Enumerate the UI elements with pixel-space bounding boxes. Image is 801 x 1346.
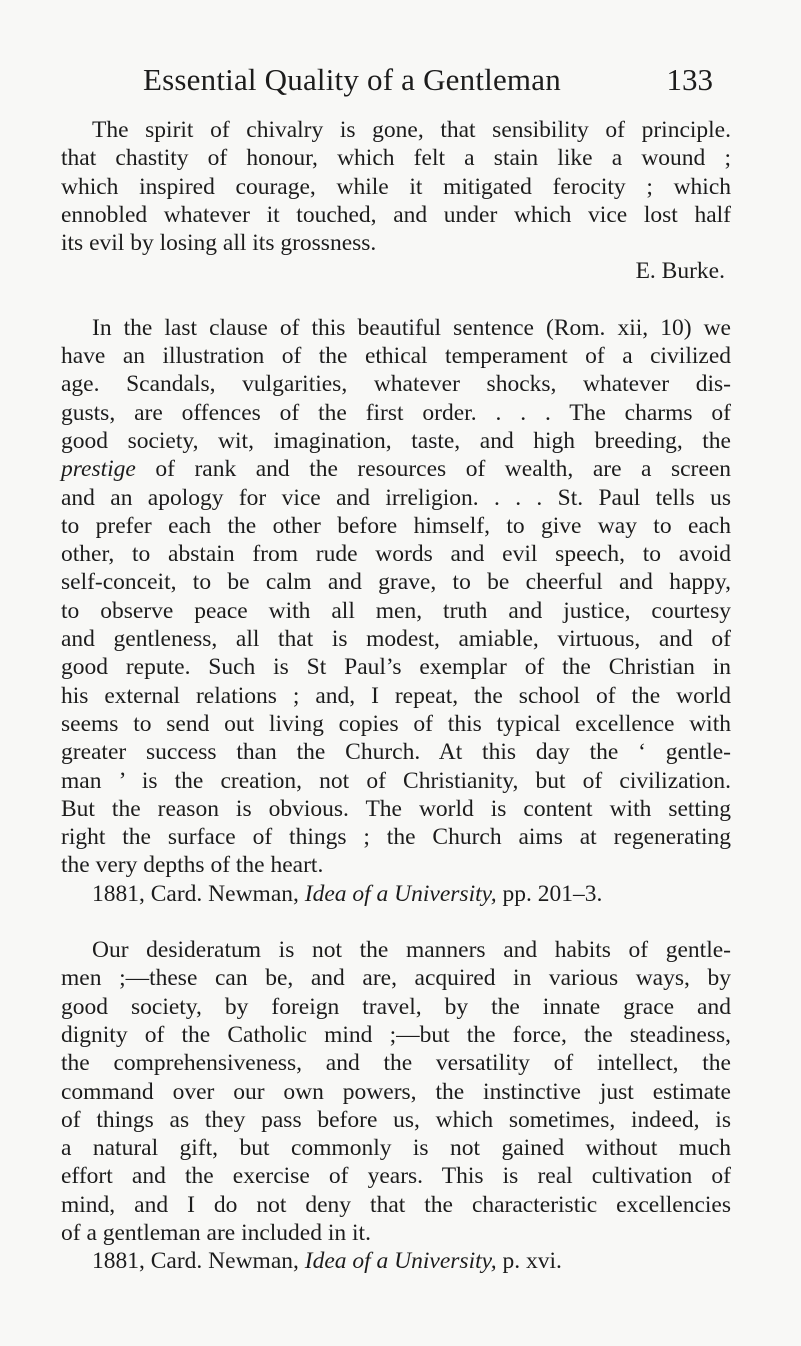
text-line: of things as they pass before us, which sometimes, indeed, is xyxy=(61,1106,731,1133)
quote-burke xyxy=(61,116,731,286)
text-line: other, to abstain from rude words and evil speech, to avoid xyxy=(61,541,731,568)
italic-word: prestige xyxy=(61,456,136,483)
text-line: seems to send out living copies of this typical excellence with xyxy=(61,710,731,737)
text-line: good repute. Such is St Paul’s exemplar of the Christian in xyxy=(61,654,731,681)
text-line: to observe peace with all men, truth and justice, courtesy xyxy=(61,597,731,624)
text-line: Our desideratum is not the manners and habits of gentle- xyxy=(92,937,731,964)
text-line: man ’ is the creation, not of Christianity, but of civilization. xyxy=(61,767,731,794)
source-title: Idea of a University, xyxy=(304,1248,497,1275)
text-line: ennobled whatever it touched, and under which vice lost half xyxy=(61,201,731,228)
text-line: age. Scandals, vulgarities, whatever shocks, whatever dis- xyxy=(61,371,731,398)
text-fragment: of rank and the resources of wealth, are a screen xyxy=(155,456,731,483)
text-line: effort and the exercise of years. This is real cultivation of xyxy=(61,1163,731,1190)
text-line: right the surface of things ; the Church aims at regenerating xyxy=(61,824,731,851)
source-pages: pp. 201–3. xyxy=(502,880,603,907)
text-line: the very depths of the heart. xyxy=(61,852,324,879)
text-line: But the reason is obvious. The world is content with setting xyxy=(61,795,731,822)
text-line: his external relations ; and, I repeat, the school of the world xyxy=(61,682,731,709)
running-head xyxy=(143,62,713,102)
text-line: of a gentleman are included in it. xyxy=(61,1219,371,1246)
source-citation xyxy=(61,1247,731,1275)
text-line: The spirit of chivalry is gone, that sensibility of principle. xyxy=(92,117,731,143)
text-line: and an apology for vice and irreligion. . . . St. Paul tells us xyxy=(61,484,731,511)
text-line: self-conceit, to be calm and grave, to be cheerful and happy, xyxy=(61,569,731,596)
text-line: to prefer each the other before himself, to give way to each xyxy=(61,512,731,539)
source-citation xyxy=(61,880,731,908)
quote-newman-1 xyxy=(61,314,731,908)
text-line: dignity of the Catholic mind ;—but the force, the steadiness, xyxy=(61,1021,731,1048)
text-line: In the last clause of this beautiful sentence (Rom. xii, 10) we xyxy=(92,314,731,341)
text-line: have an illustration of the ethical temperament of a civilized xyxy=(61,343,731,370)
page-number: 133 xyxy=(666,62,713,97)
text-line xyxy=(61,455,731,483)
paragraph-gap xyxy=(61,908,731,936)
text-line: greater success than the Church. At this day the ‘ gentle- xyxy=(61,739,731,766)
text-line: men ;—these can be, and are, acquired in various ways, by xyxy=(61,965,731,992)
text-line: that chastity of honour, which felt a stain like a wound ; xyxy=(61,145,731,172)
running-title: Essential Quality of a Gentleman xyxy=(143,62,561,97)
body-text xyxy=(61,116,731,1276)
text-line: mind, and I do not deny that the characteristic excellencies xyxy=(61,1191,731,1218)
quote-newman-2 xyxy=(61,936,731,1276)
text-line: the comprehensiveness, and the versatility of intellect, the xyxy=(61,1050,731,1077)
source-prefix: 1881, Card. Newman, xyxy=(92,1248,299,1275)
attribution: E. Burke. xyxy=(635,258,725,285)
text-line: which inspired courage, while it mitigated ferocity ; which xyxy=(61,173,731,200)
text-line: gusts, are offences of the first order. . . . The charms of xyxy=(61,399,731,426)
source-prefix: 1881, Card. Newman, xyxy=(92,880,299,907)
text-line: good society, by foreign travel, by the innate grace and xyxy=(61,993,731,1020)
paragraph-gap xyxy=(61,286,731,314)
text-line: command over our own powers, the instinctive just estimate xyxy=(61,1078,731,1105)
text-line: and gentleness, all that is modest, amiable, virtuous, and of xyxy=(61,626,731,653)
source-pages: p. xvi. xyxy=(502,1248,562,1275)
source-title: Idea of a University, xyxy=(304,880,497,907)
text-line: good society, wit, imagination, taste, and high breeding, the xyxy=(61,427,731,454)
text-line: its evil by losing all its grossness. xyxy=(61,230,377,257)
text-line: a natural gift, but commonly is not gained without much xyxy=(61,1135,731,1162)
